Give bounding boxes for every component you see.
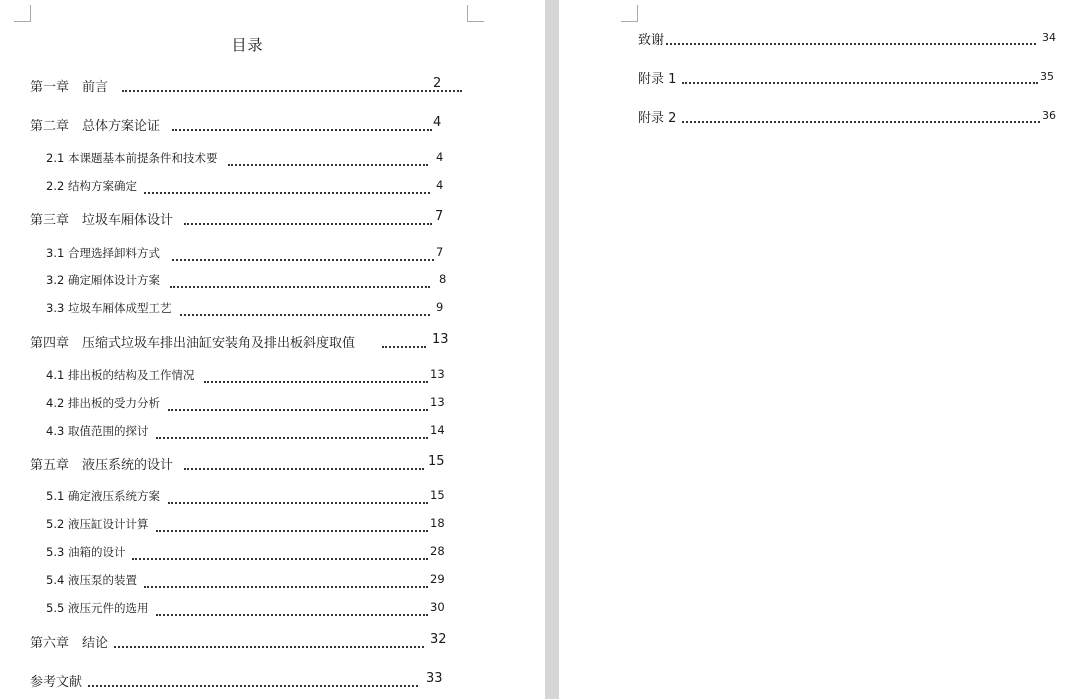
toc-entry-label: 5.3 油箱的设计 bbox=[46, 545, 126, 559]
crop-mark bbox=[621, 5, 638, 22]
toc-entry-section[interactable] bbox=[46, 544, 446, 560]
toc-entry-label: 5.5 液压元件的选用 bbox=[46, 601, 149, 615]
toc-page-number: 14 bbox=[430, 423, 445, 437]
toc-entry-label: 4.2 排出板的受力分析 bbox=[46, 396, 160, 410]
toc-entry-chapter[interactable] bbox=[638, 29, 1058, 47]
toc-entry-label: 第五章 液压系统的设计 bbox=[30, 458, 174, 473]
toc-entry-chapter[interactable] bbox=[638, 107, 1058, 125]
toc-leader-dots bbox=[172, 115, 432, 131]
toc-leader-dots bbox=[144, 178, 430, 194]
toc-entry-section[interactable] bbox=[46, 300, 446, 316]
toc-entry-chapter[interactable] bbox=[638, 68, 1058, 86]
toc-entry-label: 5.4 液压泵的装置 bbox=[46, 573, 137, 587]
toc-entry-label: 参考文献 bbox=[30, 675, 83, 690]
toc-page-number: 32 bbox=[430, 632, 447, 647]
toc-entry-label: 4.3 取值范围的探讨 bbox=[46, 424, 149, 438]
toc-leader-dots bbox=[184, 209, 432, 225]
toc-entry-label: 第一章 前言 bbox=[30, 80, 109, 95]
toc-title: 目录 bbox=[231, 36, 264, 54]
toc-entry-section[interactable] bbox=[46, 245, 446, 261]
toc-entry-section[interactable] bbox=[46, 516, 446, 532]
toc-page-number: 8 bbox=[439, 272, 447, 286]
toc-entry-chapter[interactable] bbox=[30, 454, 450, 472]
toc-entry-label: 2.1 本课题基本前提条件和技术要 bbox=[46, 151, 218, 165]
toc-entry-section[interactable] bbox=[46, 395, 446, 411]
toc-page-number: 13 bbox=[432, 332, 449, 347]
toc-entry-label: 第三章 垃圾车厢体设计 bbox=[30, 213, 174, 228]
toc-page-number: 13 bbox=[430, 367, 445, 381]
toc-entry-chapter[interactable] bbox=[30, 632, 450, 650]
toc-leader-dots bbox=[144, 572, 428, 588]
toc-entry-section[interactable] bbox=[46, 600, 446, 616]
toc-page-number: 34 bbox=[1042, 31, 1056, 44]
toc-page-number: 9 bbox=[436, 300, 444, 314]
toc-entry-section[interactable] bbox=[46, 572, 446, 588]
toc-leader-dots bbox=[172, 245, 434, 261]
toc-entry-section[interactable] bbox=[46, 150, 446, 166]
toc-page-number: 33 bbox=[426, 671, 443, 686]
toc-page-number: 2 bbox=[433, 76, 442, 91]
toc-entry-label: 3.1 合理选择卸料方式 bbox=[46, 246, 160, 260]
toc-entry-label: 第六章 结论 bbox=[30, 636, 109, 651]
toc-entry-label: 附录 2 bbox=[638, 111, 677, 126]
toc-leader-dots bbox=[184, 454, 424, 470]
toc-leader-dots bbox=[156, 600, 428, 616]
toc-entry-section[interactable] bbox=[46, 423, 446, 439]
crop-mark bbox=[467, 5, 484, 22]
toc-page-number: 15 bbox=[428, 454, 445, 469]
toc-entry-chapter[interactable] bbox=[30, 332, 450, 350]
toc-entry-label: 3.2 确定厢体设计方案 bbox=[46, 273, 160, 287]
toc-entry-label: 4.1 排出板的结构及工作情况 bbox=[46, 368, 195, 382]
toc-leader-dots bbox=[170, 272, 430, 288]
toc-leader-dots bbox=[132, 544, 428, 560]
toc-entry-label: 5.2 液压缸设计计算 bbox=[46, 517, 149, 531]
crop-mark bbox=[14, 5, 31, 22]
toc-leader-dots bbox=[682, 107, 1040, 123]
toc-page-number: 28 bbox=[430, 544, 445, 558]
toc-page-number: 4 bbox=[433, 115, 442, 130]
toc-page-number: 7 bbox=[436, 245, 444, 259]
toc-entry-section[interactable] bbox=[46, 272, 446, 288]
toc-leader-dots bbox=[156, 516, 428, 532]
toc-page-number: 7 bbox=[435, 209, 444, 224]
toc-entry-section[interactable] bbox=[46, 178, 446, 194]
toc-leader-dots bbox=[180, 300, 430, 316]
toc-leader-dots bbox=[682, 68, 1038, 84]
toc-entry-label: 2.2 结构方案确定 bbox=[46, 179, 137, 193]
toc-entry-label: 第二章 总体方案论证 bbox=[30, 119, 161, 134]
toc-leader-dots bbox=[122, 76, 462, 92]
toc-page-number: 18 bbox=[430, 516, 445, 530]
toc-entry-section[interactable] bbox=[46, 488, 446, 504]
page-gutter bbox=[545, 0, 559, 699]
toc-leader-dots bbox=[168, 488, 428, 504]
toc-page-number: 13 bbox=[430, 395, 445, 409]
toc-page-number: 36 bbox=[1042, 109, 1056, 122]
toc-page-number: 35 bbox=[1040, 70, 1054, 83]
toc-leader-dots bbox=[382, 332, 426, 348]
toc-entry-section[interactable] bbox=[46, 367, 446, 383]
toc-entry-label: 附录 1 bbox=[638, 72, 677, 87]
toc-leader-dots bbox=[88, 671, 418, 687]
toc-page-number: 4 bbox=[436, 150, 444, 164]
toc-entry-chapter[interactable] bbox=[30, 76, 445, 94]
toc-entry-chapter[interactable] bbox=[30, 671, 450, 689]
toc-leader-dots bbox=[666, 29, 1036, 45]
toc-page-number: 30 bbox=[430, 600, 445, 614]
toc-page-number: 4 bbox=[436, 178, 444, 192]
toc-entry-label: 第四章 压缩式垃圾车排出油缸安装角及排出板斜度取值 bbox=[30, 336, 356, 351]
toc-entry-label: 5.1 确定液压系统方案 bbox=[46, 489, 160, 503]
toc-leader-dots bbox=[204, 367, 428, 383]
toc-entry-chapter[interactable] bbox=[30, 115, 445, 133]
toc-leader-dots bbox=[156, 423, 428, 439]
toc-entry-label: 3.3 垃圾车厢体成型工艺 bbox=[46, 301, 172, 315]
toc-leader-dots bbox=[228, 150, 428, 166]
document-page-right bbox=[559, 0, 1082, 699]
toc-page-number: 15 bbox=[430, 488, 445, 502]
toc-leader-dots bbox=[168, 395, 428, 411]
toc-leader-dots bbox=[114, 632, 424, 648]
toc-page-number: 29 bbox=[430, 572, 445, 586]
toc-entry-label: 致谢 bbox=[638, 33, 665, 48]
toc-entry-chapter[interactable] bbox=[30, 209, 445, 227]
